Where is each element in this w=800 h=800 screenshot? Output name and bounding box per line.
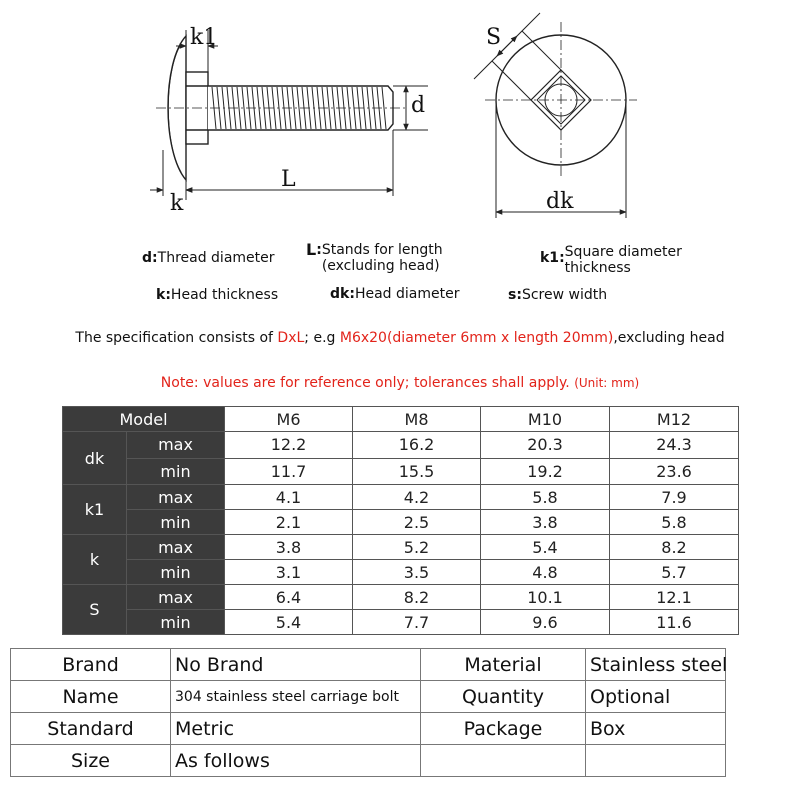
legend-d: d:Thread diameter [142, 250, 275, 266]
info-row [11, 713, 726, 745]
table-row [63, 535, 739, 560]
info-key-material: Material [421, 649, 586, 681]
model-header: Model [63, 407, 225, 432]
row-label: min [127, 610, 225, 635]
legend-dk: dk:Head diameter [330, 286, 460, 302]
table-cell: 9.6 [481, 610, 610, 635]
spec-code: DxL [277, 330, 305, 346]
label-S: S [486, 25, 502, 50]
table-row [63, 458, 739, 485]
table-cell: 12.2 [225, 432, 353, 459]
row-label: min [127, 560, 225, 585]
table-cell: 4.1 [225, 485, 353, 510]
table-cell: 6.4 [225, 585, 353, 610]
table-cell: 20.3 [481, 432, 610, 459]
info-value-material: Stainless steel [586, 649, 726, 681]
table-cell: 4.2 [353, 485, 481, 510]
table-cell: 8.2 [353, 585, 481, 610]
info-row [11, 681, 726, 713]
group-label: k [63, 535, 127, 585]
table-cell: 3.5 [353, 560, 481, 585]
table-cell: 5.8 [481, 485, 610, 510]
info-key-package: Package [421, 713, 586, 745]
legend-L: L:Stands for length (excluding head) [306, 240, 443, 274]
info-value-package: Box [586, 713, 726, 745]
table-row [63, 560, 739, 585]
group-label: k1 [63, 485, 127, 535]
table-cell: 5.2 [353, 535, 481, 560]
legend-s: s:Screw width [508, 287, 608, 303]
table-cell: 24.3 [610, 432, 739, 459]
size-header: M10 [481, 407, 610, 432]
bolt-technical-drawing [0, 0, 800, 232]
table-cell: 10.1 [481, 585, 610, 610]
table-row [63, 432, 739, 459]
table-row [63, 610, 739, 635]
row-label: max [127, 535, 225, 560]
table-row [63, 585, 739, 610]
info-row [11, 649, 726, 681]
table-cell: 11.6 [610, 610, 739, 635]
table-row [63, 485, 739, 510]
group-label: S [63, 585, 127, 635]
product-info-table [10, 648, 726, 777]
table-cell: 3.8 [225, 535, 353, 560]
label-dk: dk [546, 189, 574, 214]
table-cell: 7.9 [610, 485, 739, 510]
row-label: min [127, 458, 225, 485]
table-header-row [63, 407, 739, 432]
table-cell: 5.7 [610, 560, 739, 585]
table-cell: 3.1 [225, 560, 353, 585]
label-k: k [170, 191, 184, 216]
label-L: L [281, 167, 296, 192]
table-cell: 5.8 [610, 510, 739, 535]
label-k1: k1 [190, 25, 218, 50]
row-label: max [127, 432, 225, 459]
table-cell: 16.2 [353, 432, 481, 459]
table-cell: 7.7 [353, 610, 481, 635]
tolerance-note: Note: values are for reference only; tolerances shall apply. (Unit: mm) [160, 375, 640, 391]
info-key-quantity: Quantity [421, 681, 586, 713]
info-value-name: 304 stainless steel carriage bolt [171, 681, 421, 713]
row-label: max [127, 585, 225, 610]
info-value-brand: No Brand [171, 649, 421, 681]
group-label: dk [63, 432, 127, 485]
table-cell: 11.7 [225, 458, 353, 485]
dimension-table [62, 406, 739, 635]
table-row [63, 510, 739, 535]
table-cell: 8.2 [610, 535, 739, 560]
legend-k: k:Head thickness [156, 287, 279, 303]
table-cell: 12.1 [610, 585, 739, 610]
bolt-side-view [156, 36, 405, 180]
table-cell: 3.8 [481, 510, 610, 535]
legend-k1: k1:Square diameter thickness [540, 244, 682, 276]
table-cell: 23.6 [610, 458, 739, 485]
info-value-quantity: Optional [586, 681, 726, 713]
table-cell: 15.5 [353, 458, 481, 485]
info-key-standard: Standard [11, 713, 171, 745]
specification-line: The specification consists of DxL; e.g M6x20(diameter 6mm x length 20mm),excluding head [75, 330, 725, 346]
spec-example: M6x20(diameter 6mm x length 20mm) [339, 330, 614, 346]
info-value-standard: Metric [171, 713, 421, 745]
info-value-size: As follows [171, 745, 421, 777]
table-cell: 5.4 [225, 610, 353, 635]
row-label: max [127, 485, 225, 510]
table-cell: 2.1 [225, 510, 353, 535]
size-header: M12 [610, 407, 739, 432]
info-key-size: Size [11, 745, 171, 777]
size-header: M8 [353, 407, 481, 432]
table-cell: 4.8 [481, 560, 610, 585]
info-row [11, 745, 726, 777]
table-cell: 5.4 [481, 535, 610, 560]
table-cell: 2.5 [353, 510, 481, 535]
size-header: M6 [225, 407, 353, 432]
row-label: min [127, 510, 225, 535]
table-cell: 19.2 [481, 458, 610, 485]
info-value-empty [586, 745, 726, 777]
info-key-name: Name [11, 681, 171, 713]
info-key-empty [421, 745, 586, 777]
info-key-brand: Brand [11, 649, 171, 681]
label-d: d [411, 93, 426, 118]
